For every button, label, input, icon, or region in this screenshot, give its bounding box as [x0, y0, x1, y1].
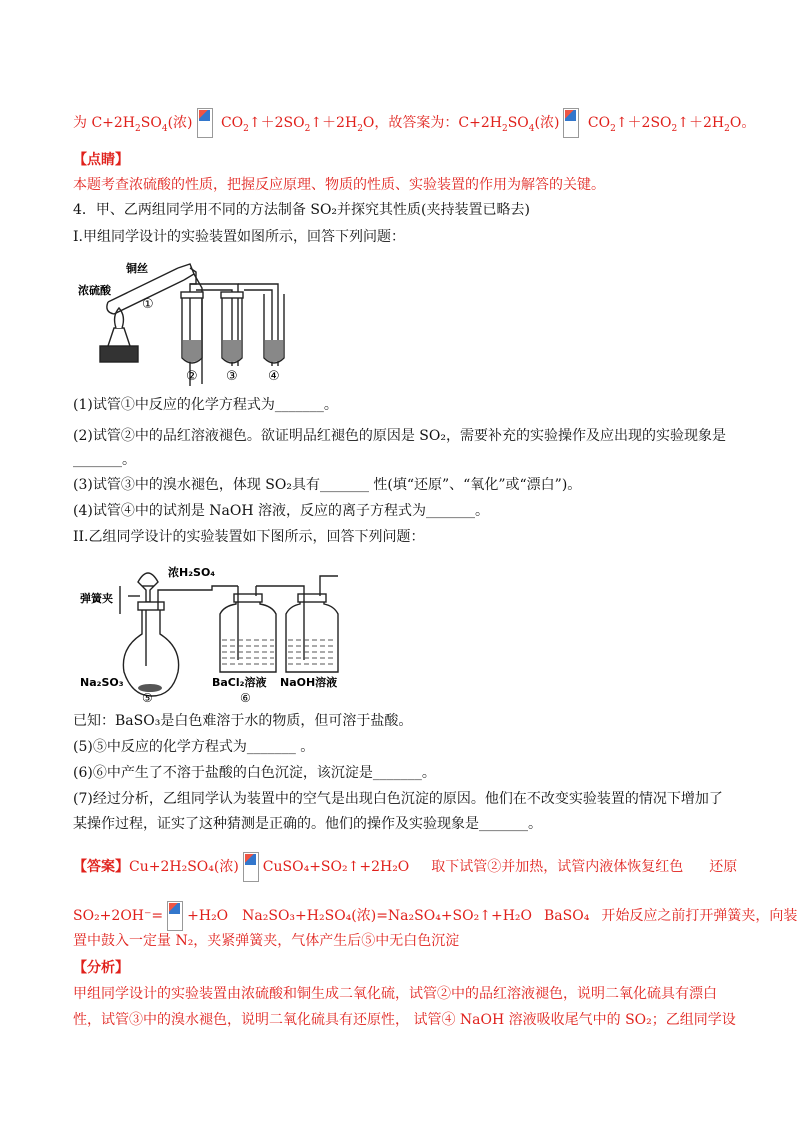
eq-part: O。 — [729, 115, 756, 131]
apparatus-figure-2 — [80, 556, 340, 706]
clip-label: 弹簧夹 — [80, 592, 113, 605]
eq-part: CO — [216, 115, 244, 131]
question-2-line-1: (2)试管②中的品红溶液褪色。欲证明品红褪色的原因是 SO₂，需要补充的实验操作及应出现的实验现象是 — [73, 428, 726, 444]
broken-image-icon — [563, 108, 579, 138]
eq-part: ↑＋2H — [677, 115, 725, 131]
bottle-6-label: ⑥ — [240, 691, 251, 705]
answer-4-left: SO₂+2OH⁻= — [73, 908, 164, 924]
answer-heading: 【答案】 — [73, 859, 129, 875]
question-7-line-2: 某操作过程，证实了这种猜测是正确的。他们的操作及实验现象是_______。 — [73, 816, 542, 832]
answer-1-right: CuSO₄+SO₂↑+2H₂O — [262, 859, 410, 875]
known-info: 已知：BaSO₃是白色难溶于水的物质，但可溶于盐酸。 — [73, 713, 413, 729]
answer-1-left: Cu+2H₂SO₄(浓) — [129, 859, 239, 875]
question-2-line-2: _______。 — [73, 452, 136, 468]
copper-label: 铜丝 — [126, 262, 148, 275]
broken-image-icon — [197, 108, 213, 138]
question-6: (6)⑥中产生了不溶于盐酸的白色沉淀，该沉淀是_______。 — [73, 765, 436, 781]
acid-label-2: 浓H₂SO₄ — [168, 566, 216, 579]
prev-answer-line: 为 $C+2H_2SO_4$(浓) $CO_2↑+2SO_2↑+2H_2O$，故答案为：$C+2H_2SO_4$(浓) $CO_2↑+2SO_2↑+2H_2O$。 — [73, 108, 755, 139]
answer-3: 还原 — [709, 859, 738, 875]
part-1-heading: I.甲组同学设计的实验装置如图所示，回答下列问题： — [73, 229, 405, 245]
naoh-label: NaOH溶液 — [280, 676, 338, 689]
eq-part: SO — [507, 115, 529, 131]
question-5: (5)⑤中反应的化学方程式为_______ 。 — [73, 739, 315, 755]
eq-part: O，故答案为：C+2H — [362, 115, 502, 131]
answer-6: BaSO₄ — [544, 908, 590, 924]
tube-2-label: ② — [186, 369, 198, 384]
tube-3-label: ③ — [226, 369, 238, 384]
answer-line-3: 置中鼓入一定量 N₂，夹紧弹簧夹，气体产生后⑤中无白色沉淀 — [73, 933, 460, 949]
bacl2-label: BaCl₂溶液 — [212, 676, 267, 689]
answer-line-2 — [73, 901, 797, 931]
question-7-line-1: (7)经过分析，乙组同学认为装置中的空气是出现白色沉淀的原因。他们在不改变实验装置的情况下增加了 — [73, 791, 723, 807]
tube-1-label: ① — [142, 297, 154, 312]
eq-part: ↑＋2H — [310, 115, 358, 131]
eq-part: (浓) — [534, 115, 560, 131]
broken-image-icon — [243, 852, 259, 882]
part-2-heading: II.乙组同学设计的实验装置如下图所示，回答下列问题： — [73, 529, 425, 545]
apparatus-figure-1 — [78, 254, 308, 386]
answer-4-right: +H₂O — [187, 908, 229, 924]
answer-5: Na₂SO₃+H₂SO₄(浓)=Na₂SO₄+SO₂↑+H₂O — [242, 908, 532, 924]
dianjing-text: 本题考查浓硫酸的性质，把握反应原理、物质的性质、实验装置的作用为解答的关键。 — [73, 177, 605, 193]
eq-part: 为 C+2H — [73, 115, 136, 131]
analysis-heading: 【分析】 — [73, 960, 129, 976]
eq-part: ↑＋2SO — [248, 115, 305, 131]
answer-7-part-1: 开始反应之前打开弹簧夹，向装 — [601, 908, 798, 924]
analysis-line-2: 性，试管③中的溴水褪色，说明二氧化硫具有还原性， 试管④ NaOH 溶液吸收尾气中的 SO₂；乙组同学设 — [73, 1012, 736, 1028]
analysis-line-1: 甲组同学设计的实验装置由浓硫酸和铜生成二氧化硫，试管②中的品红溶液褪色，说明二氧化硫具有漂白 — [73, 986, 717, 1002]
broken-image-icon — [167, 901, 183, 931]
dianjing-heading: 【点睛】 — [73, 152, 129, 168]
eq-part: CO — [583, 115, 611, 131]
answer-line-1 — [73, 852, 737, 882]
salt-label: Na₂SO₃ — [80, 676, 124, 689]
question-4-stem: 4．甲、乙两组同学用不同的方法制备 SO₂并探究其性质(夹持装置已略去) — [73, 202, 530, 218]
question-3: (3)试管③中的溴水褪色，体现 SO₂具有_______ 性(填“还原”、“氧化”或“漂白”)。 — [73, 477, 582, 493]
eq-part: ↑＋2SO — [615, 115, 672, 131]
question-4: (4)试管④中的试剂是 NaOH 溶液，反应的离子方程式为_______。 — [73, 503, 490, 519]
tube-4-label: ④ — [268, 369, 280, 384]
eq-part: SO — [140, 115, 162, 131]
answer-2: 取下试管②并加热，试管内液体恢复红色 — [431, 859, 684, 875]
flask-5-label: ⑤ — [142, 691, 153, 705]
eq-part: (浓) — [167, 115, 193, 131]
acid-label: 浓硫酸 — [78, 284, 111, 297]
question-1: (1)试管①中反应的化学方程式为_______。 — [73, 397, 338, 413]
